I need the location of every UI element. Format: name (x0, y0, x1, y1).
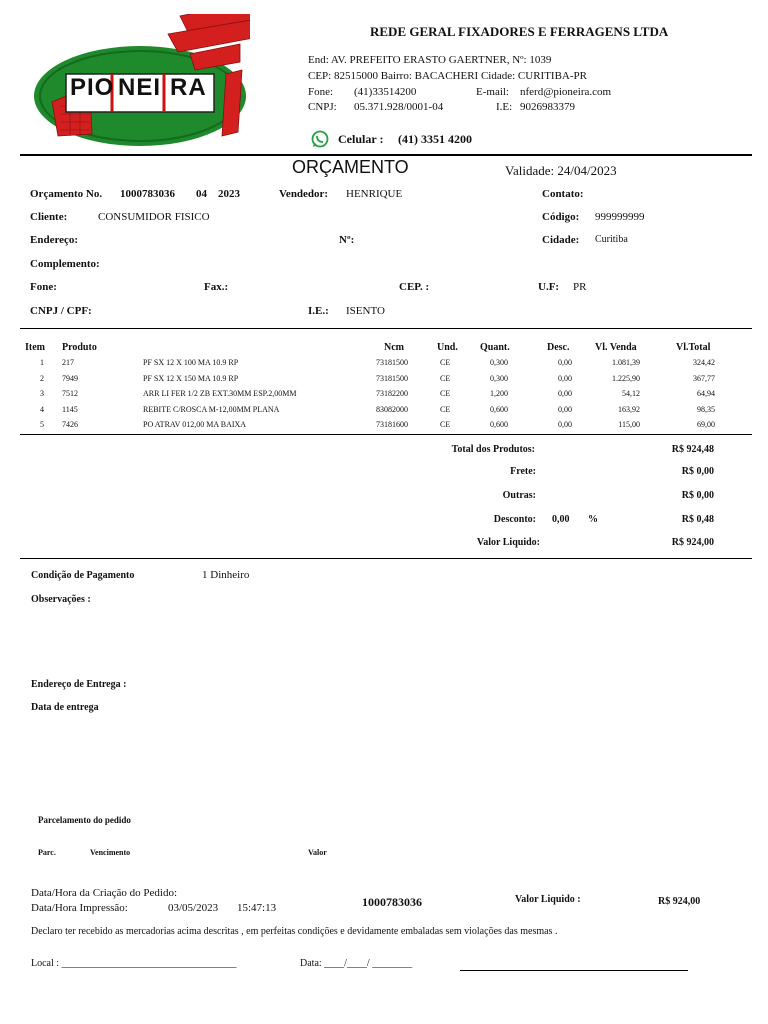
cell-vl-total: 64,94 (697, 389, 715, 398)
outras-label: Outras: (502, 490, 536, 501)
col-desc: Desc. (547, 342, 570, 353)
cell-ncm: 83082000 (376, 404, 408, 414)
ie-value: ISENTO (346, 305, 385, 317)
valor-liquido-label: Valor Liquido: (476, 537, 540, 548)
col-vl-venda: Vl. Venda (595, 342, 637, 353)
company-cnpj: 05.371.928/0001-04 (354, 101, 444, 113)
cell-vl-venda: 54,12 (622, 389, 640, 398)
cell-und: CE (440, 373, 451, 383)
endereco-label: Endereço: (30, 234, 79, 246)
logo-text-1: PIO (70, 74, 115, 101)
impressao-date: 03/05/2023 (168, 902, 219, 914)
uf-label: U.F: (538, 281, 560, 293)
col-quant: Quant. (480, 342, 510, 353)
cell-und: CE (440, 404, 451, 414)
cell-vl-total: 324,42 (693, 358, 715, 367)
orcamento-label: Orçamento No. (30, 188, 103, 200)
company-fone-label: Fone: (308, 86, 334, 98)
cnpj-cpf-label: CNPJ / CPF: (30, 305, 92, 317)
signature-line (460, 970, 688, 971)
cell-item: 1 (40, 358, 44, 367)
cell-descricao: PF SX 12 X 100 MA 10.9 RP (143, 358, 239, 367)
desconto-label: Desconto: (493, 514, 536, 525)
cep-label: CEP. : (399, 281, 430, 293)
parc-col-parc: Parc. (38, 848, 56, 857)
cell-vl-venda: 1.081,39 (612, 358, 640, 367)
declaracao-text: Declaro ter recebido as mercadorias acima descritas , em perfeitas condições e devidamente embaladas sem violações das mesmas . (31, 926, 558, 937)
company-cnpj-label: CNPJ: (308, 101, 337, 113)
cell-desc: 0,00 (558, 358, 572, 367)
doc-validade: Validade: 24/04/2023 (505, 163, 617, 178)
cell-codigo: 1145 (62, 404, 78, 414)
cell-und: CE (440, 389, 451, 398)
cell-vl-venda: 1.225,90 (612, 373, 640, 383)
cliente-value: CONSUMIDOR FISICO (98, 211, 210, 223)
footer-valor-liquido-label: Valor Liquido : (515, 894, 581, 905)
complemento-label: Complemento: (30, 258, 100, 270)
company-fone: (41)33514200 (354, 86, 417, 98)
desconto-pct: 0,00 (552, 514, 570, 525)
cell-item: 5 (40, 420, 44, 429)
company-email: nferd@pioneira.com (520, 86, 612, 98)
impressao-label: Data/Hora Impressão: (31, 902, 128, 914)
cell-codigo: 7426 (62, 420, 78, 429)
cell-ncm: 73181600 (376, 420, 408, 429)
data-line: Data: ____/____/ ________ (300, 958, 413, 969)
cell-descricao: PF SX 12 X 150 MA 10.9 RP (143, 373, 239, 383)
company-email-label: E-mail: (476, 86, 509, 98)
cliente-label: Cliente: (30, 211, 68, 223)
desconto-value: R$ 0,48 (681, 514, 714, 525)
company-celular-label: Celular : (338, 132, 384, 146)
uf-value: PR (573, 281, 587, 293)
fax-label: Fax.: (204, 281, 229, 293)
entrega-label: Endereço de Entrega : (31, 679, 127, 690)
col-item: Item (25, 342, 45, 353)
condicao-value: 1 Dinheiro (202, 569, 250, 581)
cell-und: CE (440, 420, 451, 429)
parcelamento-title: Parcelamento do pedido (38, 815, 131, 825)
cell-codigo: 217 (62, 358, 74, 367)
cell-descricao: ARR LI FER 1/2 ZB EXT.30MM ESP.2,00MM (143, 389, 297, 398)
totals-divider (20, 558, 752, 559)
numero-label: Nº: (339, 234, 355, 246)
vendedor-label: Vendedor: (279, 188, 329, 200)
total-produtos-value: R$ 924,48 (671, 444, 714, 455)
cidade-value: Curitiba (595, 234, 628, 245)
company-ie: 9026983379 (520, 101, 575, 113)
codigo-label: Código: (542, 211, 580, 223)
company-celular: (41) 3351 4200 (398, 132, 472, 146)
orcamento-month: 04 (196, 188, 207, 200)
company-ie-label: I.E: (496, 101, 513, 113)
contato-label: Contato: (542, 188, 584, 200)
cell-quant: 0,600 (490, 420, 508, 429)
cell-ncm: 73182200 (376, 389, 408, 398)
cell-codigo: 7512 (62, 389, 78, 398)
cell-vl-total: 367,77 (693, 373, 715, 383)
cell-ncm: 73181500 (376, 358, 408, 367)
cidade-label: Cidade: (542, 234, 580, 246)
company-cep-line: CEP: 82515000 Bairro: BACACHERI Cidade: CURITIBA-PR (308, 70, 587, 82)
company-address: End: AV. PREFEITO ERASTO GAERTNER, Nº: 1039 (308, 54, 552, 66)
condicao-label: Condição de Pagamento (31, 570, 135, 581)
cell-item: 3 (40, 389, 44, 398)
criacao-label: Data/Hora da Criação do Pedido: (31, 887, 178, 899)
ie-label: I.E.: (308, 305, 329, 317)
cell-vl-venda: 163,92 (618, 404, 640, 414)
orcamento-no: 1000783036 (120, 188, 175, 200)
fone-label: Fone: (30, 281, 57, 293)
cell-codigo: 7949 (62, 373, 78, 383)
total-produtos-label: Total dos Produtos: (451, 444, 535, 455)
vendedor-value: HENRIQUE (346, 188, 403, 200)
cell-item: 2 (40, 373, 44, 383)
valor-liquido-value: R$ 924,00 (671, 537, 714, 548)
cell-item: 4 (40, 404, 44, 414)
parc-col-vencimento: Vencimento (90, 848, 131, 857)
data-entrega-label: Data de entrega (31, 702, 99, 713)
cell-quant: 1,200 (490, 389, 508, 398)
header-divider (20, 154, 752, 156)
cell-desc: 0,00 (558, 404, 572, 414)
table-bottom-divider (20, 434, 752, 435)
orcamento-year: 2023 (218, 188, 240, 200)
doc-title: ORÇAMENTO (292, 157, 409, 177)
cell-vl-venda: 115,00 (618, 420, 640, 429)
company-name: REDE GERAL FIXADORES E FERRAGENS LTDA (370, 24, 669, 39)
cell-desc: 0,00 (558, 389, 572, 398)
company-logo (30, 14, 250, 149)
cell-desc: 0,00 (558, 373, 572, 383)
codigo-value: 999999999 (595, 211, 645, 223)
whatsapp-icon (311, 130, 329, 148)
cell-quant: 0,300 (490, 373, 508, 383)
cell-descricao: PO ATRAV 012,00 MA BAIXA (143, 420, 247, 429)
frete-value: R$ 0,00 (681, 466, 714, 477)
logo-text-3: RA (170, 74, 207, 101)
local-line: Local : ___________________________________ (31, 958, 237, 969)
parc-col-valor: Valor (308, 848, 327, 857)
cell-vl-total: 98,35 (697, 404, 715, 414)
observacoes-label: Observações : (31, 594, 91, 605)
cell-und: CE (440, 358, 451, 367)
desconto-pct-sign: % (588, 514, 598, 525)
impressao-time: 15:47:13 (237, 902, 277, 914)
cell-descricao: REBITE C/ROSCA M-12,00MM PLANA (143, 404, 280, 414)
cell-ncm: 73181500 (376, 373, 408, 383)
cell-quant: 0,600 (490, 404, 508, 414)
logo-text-2: NEI (118, 74, 162, 101)
cell-vl-total: 69,00 (697, 420, 715, 429)
outras-value: R$ 0,00 (681, 490, 714, 501)
cell-desc: 0,00 (558, 420, 572, 429)
col-vl-total: Vl.Total (676, 342, 711, 353)
col-ncm: Ncm (384, 342, 404, 353)
col-produto: Produto (62, 342, 97, 353)
cell-quant: 0,300 (490, 358, 508, 367)
footer-valor-liquido-value: R$ 924,00 (658, 896, 701, 907)
fields-divider (20, 328, 752, 329)
frete-label: Frete: (510, 466, 536, 477)
col-und: Und. (437, 342, 458, 353)
footer-pedido-no: 1000783036 (362, 895, 422, 909)
